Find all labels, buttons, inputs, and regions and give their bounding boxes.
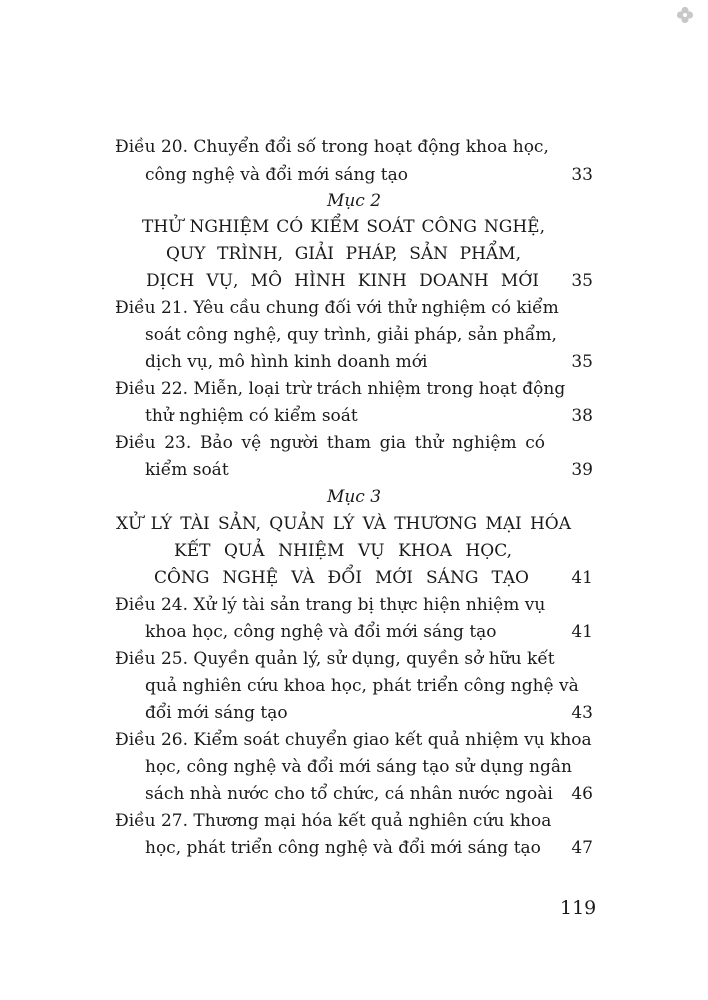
section-title: CÔNG NGHỆ VÀ ĐỔI MỚI SÁNG TẠO <box>154 568 529 588</box>
entry-text: Điều 26. Kiểm soát chuyển giao kết quả nhiệm vụ khoa <box>115 730 592 750</box>
page-ref: 41 <box>571 568 593 588</box>
page-ref: 35 <box>571 352 593 372</box>
toc-entry-dieu-25 <box>0 646 708 672</box>
entry-text: khoa học, công nghệ và đổi mới sáng tạo <box>145 622 497 642</box>
toc-entry-dieu-21 <box>0 295 708 321</box>
entry-text: soát công nghệ, quy trình, giải pháp, sản phẩm, <box>145 325 557 345</box>
entry-text: Điều 20. Chuyển đổi số trong hoạt động khoa học, <box>115 137 549 157</box>
toc-entry-dieu-23 <box>0 430 708 456</box>
toc-entry-dieu-26 <box>0 727 708 753</box>
entry-text: dịch vụ, mô hình kinh doanh mới <box>145 352 428 372</box>
section-title: DỊCH VỤ, MÔ HÌNH KINH DOANH MỚI <box>146 271 539 291</box>
entry-text: Điều 23. Bảo vệ người tham gia thử nghiệm có <box>115 433 545 453</box>
page-ref: 47 <box>571 838 593 858</box>
entry-text: Điều 21. Yêu cầu chung đối với thử nghiệm có kiểm <box>115 298 559 318</box>
toc-entry-dieu-20 <box>0 134 708 160</box>
section-label: Mục 3 <box>326 487 382 507</box>
page-ref: 39 <box>571 460 593 480</box>
page-ref: 43 <box>571 703 593 723</box>
flower-ornament-icon <box>676 6 694 24</box>
page-ref: 35 <box>571 271 593 291</box>
section-label: Mục 2 <box>326 191 382 211</box>
page-ref: 33 <box>571 165 593 185</box>
entry-text: quả nghiên cứu khoa học, phát triển công nghệ và <box>145 676 579 696</box>
entry-text: học, công nghệ và đổi mới sáng tạo sử dụng ngân <box>145 757 572 777</box>
entry-text: học, phát triển công nghệ và đổi mới sáng tạo <box>145 838 541 858</box>
section-title: XỬ LÝ TÀI SẢN, QUẢN LÝ VÀ THƯƠNG MẠI HÓA <box>116 514 571 534</box>
section-title: KẾT QUẢ NHIỆM VỤ KHOA HỌC, <box>174 541 512 561</box>
page-ref: 38 <box>571 406 593 426</box>
page-number: 119 <box>560 897 597 919</box>
toc-entry-dieu-27 <box>0 808 708 834</box>
page-ref: 46 <box>571 784 593 804</box>
entry-text: sách nhà nước cho tổ chức, cá nhân nước ngoài <box>145 784 553 804</box>
toc-entry-dieu-24 <box>0 592 708 618</box>
section-title: THỬ NGHIỆM CÓ KIỂM SOÁT CÔNG NGHỆ, <box>142 217 545 237</box>
page-ref: 41 <box>571 622 593 642</box>
entry-text: Điều 24. Xử lý tài sản trang bị thực hiện nhiệm vụ <box>115 595 546 615</box>
toc-entry-dieu-22 <box>0 376 708 402</box>
entry-text: Điều 22. Miễn, loại trừ trách nhiệm trong hoạt động <box>115 379 566 399</box>
entry-text: kiểm soát <box>145 460 229 480</box>
entry-text: Điều 25. Quyền quản lý, sử dụng, quyền sở hữu kết <box>115 649 555 669</box>
entry-text: Điều 27. Thương mại hóa kết quả nghiên cứu khoa <box>115 811 552 831</box>
section-title: QUY TRÌNH, GIẢI PHÁP, SẢN PHẨM, <box>166 244 521 264</box>
entry-text: công nghệ và đổi mới sáng tạo <box>145 165 408 185</box>
section-heading-muc-2 <box>0 188 708 214</box>
entry-text: đổi mới sáng tạo <box>145 703 288 723</box>
section-heading-muc-3 <box>0 484 708 510</box>
entry-text: thử nghiệm có kiểm soát <box>145 406 358 426</box>
